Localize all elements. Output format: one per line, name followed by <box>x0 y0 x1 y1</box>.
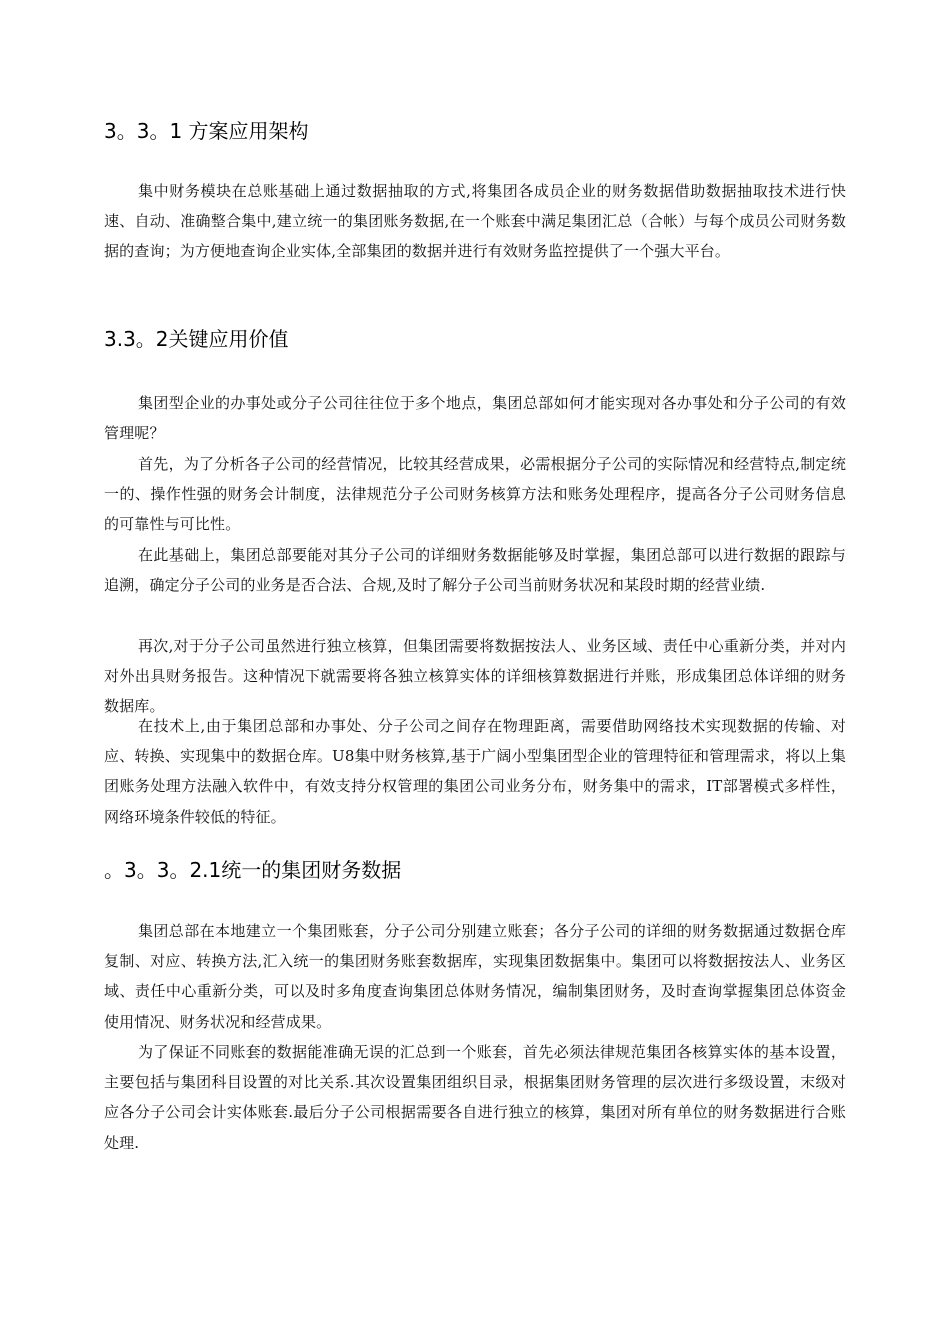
paragraph: 为了保证不同账套的数据能准确无误的汇总到一个账套，首先必须法律规范集团各核算实体的基本设置，主要包括与集团科目设置的对比关系.其次设置集团组织目录，根据集团财务管理的层次进行多级设置，末级对应各分子公司会计实体账套.最后分子公司根据需要各自进行独立的核算，集团对所有单位的财务数据进行合账处理. <box>104 1043 846 1152</box>
paragraph: 在此基础上，集团总部要能对其分子公司的详细财务数据能够及时掌握，集团总部可以进行数据的跟踪与追溯，确定分子公司的业务是否合法、合规,及时了解分子公司当前财务状况和某段时期的经营业绩. <box>104 546 846 595</box>
section-heading-3-3-2: 3.3。2关键应用价值 <box>104 327 289 351</box>
paragraph: 在技术上,由于集团总部和办事处、分子公司之间存在物理距离，需要借助网络技术实现数据的传输、对应、转换、实现集中的数据仓库。U8集中财务核算,基于广阔小型集团型企业的管理特征和管理需求，将以上集团账务处理方法融入软件中，有效支持分权管理的集团公司业务分布，财务集中的需求，IT部署模式多样性，网络环境条件较低的特征。 <box>104 717 846 826</box>
paragraph: 再次,对于分子公司虽然进行独立核算，但集团需要将数据按法人、业务区域、责任中心重新分类，并对内对外出具财务报告。这种情况下就需要将各独立核算实体的详细核算数据进行并账，形成集团总体详细的财务数据库。 <box>104 637 846 716</box>
paragraph: 集中财务模块在总账基础上通过数据抽取的方式,将集团各成员企业的财务数据借助数据抽取技术进行快速、自动、准确整合集中,建立统一的集团账务数据,在一个账套中满足集团汇总（合帐）与每个成员公司财务数据的查询；为方便地查询企业实体,全部集团的数据并进行有效财务监控提供了一个强大平台。 <box>104 182 846 261</box>
section-heading-3-3-1: 3。3。1 方案应用架构 <box>104 119 309 143</box>
paragraph: 集团型企业的办事处或分子公司往往位于多个地点，集团总部如何才能实现对各办事处和分子公司的有效管理呢？ <box>104 394 846 443</box>
paragraph: 首先，为了分析各子公司的经营情况，比较其经营成果，必需根据分子公司的实际情况和经营特点,制定统一的、操作性强的财务会计制度，法律规范分子公司财务核算方法和账务处理程序，提高各分子公司财务信息的可靠性与可比性。 <box>104 455 846 534</box>
paragraph: 集团总部在本地建立一个集团账套，分子公司分别建立账套；各分子公司的详细的财务数据通过数据仓库复制、对应、转换方法,汇入统一的集团财务账套数据库，实现集团数据集中。集团可以将数据按法人、业务区域、责任中心重新分类，可以及时多角度查询集团总体财务情况，编制集团财务，及时查询掌握集团总体资金使用情况、财务状况和经营成果。 <box>104 922 846 1031</box>
section-heading-3-3-2-1: 。3。3。2.1统一的集团财务数据 <box>104 858 402 882</box>
